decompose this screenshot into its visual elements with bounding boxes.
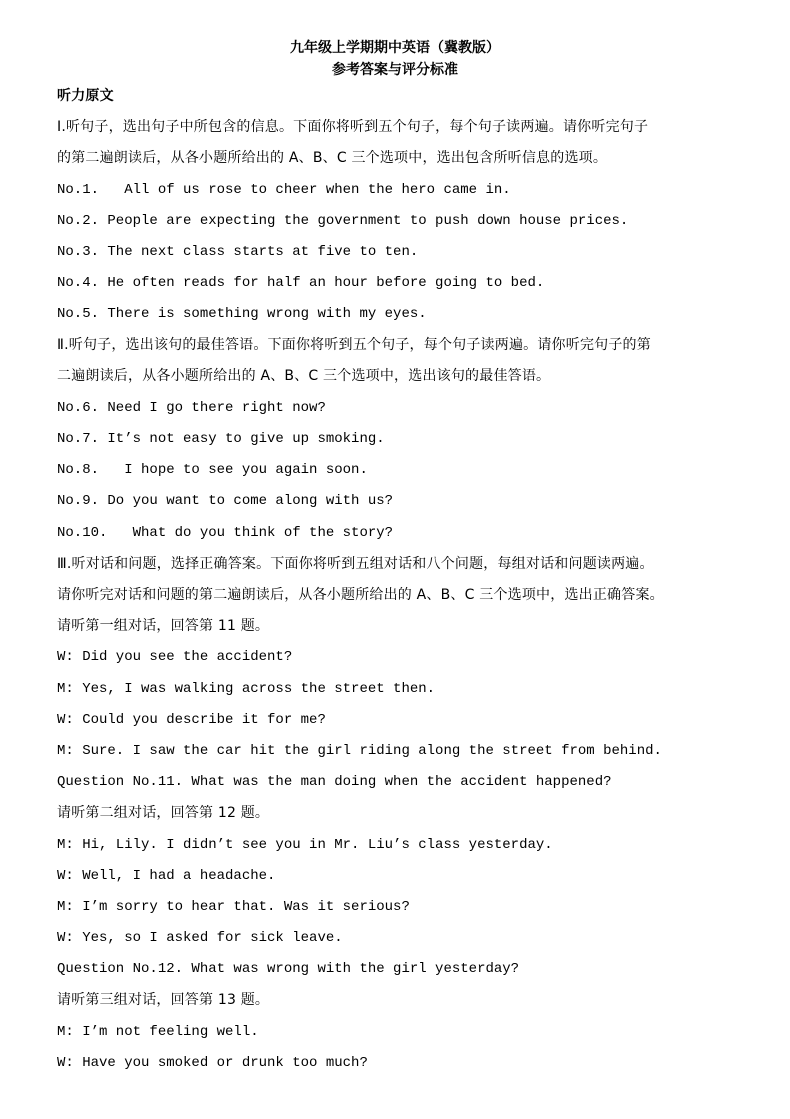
listening-item-4: No.4. He often reads for half an hour before going to bed.	[57, 275, 545, 291]
section-heading: 听力原文	[57, 88, 114, 104]
dialogue-line: W: Yes, so I asked for sick leave.	[57, 930, 343, 946]
dialogue-line: M: I’m not feeling well.	[57, 1024, 259, 1040]
dialogue-line: W: Did you see the accident?	[57, 649, 293, 665]
dialogue-line: M: Sure. I saw the car hit the girl riding along the street from behind.	[57, 743, 662, 759]
listening-item-6: No.6. Need I go there right now?	[57, 400, 326, 416]
question-line-11: Question No.11. What was the man doing when the accident happened?	[57, 774, 612, 790]
dialogue-line: M: Yes, I was walking across the street then.	[57, 681, 436, 697]
part1-instruction-line1: Ⅰ.听句子，选出句子中所包含的信息。下面你将听到五个句子，每个句子读两遍。请你听完句子	[57, 119, 649, 135]
listening-item-7: No.7. It’s not easy to give up smoking.	[57, 431, 385, 447]
group3-intro: 请听第三组对话，回答第 13 题。	[57, 992, 270, 1008]
dialogue-line: W: Could you describe it for me?	[57, 712, 326, 728]
document-subtitle: 参考答案与评分标准	[332, 62, 458, 78]
group2-intro: 请听第二组对话，回答第 12 题。	[57, 805, 270, 821]
listening-item-1: No.1. All of us rose to cheer when the hero came in.	[57, 182, 511, 198]
part3-instruction-line1: Ⅲ.听对话和问题，选择正确答案。下面你将听到五组对话和八个问题，每组对话和问题读两遍。	[57, 556, 654, 572]
group1-intro: 请听第一组对话，回答第 11 题。	[57, 618, 270, 634]
listening-item-3: No.3. The next class starts at five to ten.	[57, 244, 419, 260]
listening-item-5: No.5. There is something wrong with my eyes.	[57, 306, 427, 322]
listening-item-2: No.2. People are expecting the government to push down house prices.	[57, 213, 629, 229]
document-title: 九年级上学期期中英语（冀教版）	[290, 40, 500, 56]
dialogue-line: M: I’m sorry to hear that. Was it serious?	[57, 899, 410, 915]
listening-item-9: No.9. Do you want to come along with us?	[57, 493, 394, 509]
dialogue-line: W: Well, I had a headache.	[57, 868, 276, 884]
part1-instruction-line2: 的第二遍朗读后，从各小题所给出的 A、B、C 三个选项中，选出包含所听信息的选项。	[57, 150, 608, 166]
part2-instruction-line2: 二遍朗读后，从各小题所给出的 A、B、C 三个选项中，选出该句的最佳答语。	[57, 368, 551, 384]
listening-item-8: No.8. I hope to see you again soon.	[57, 462, 368, 478]
listening-item-10: No.10. What do you think of the story?	[57, 525, 394, 541]
dialogue-line: M: Hi, Lily. I didn’t see you in Mr. Liu’s class yesterday.	[57, 837, 553, 853]
dialogue-line: W: Have you smoked or drunk too much?	[57, 1055, 368, 1071]
question-line-12: Question No.12. What was wrong with the girl yesterday?	[57, 961, 520, 977]
part2-instruction-line1: Ⅱ.听句子，选出该句的最佳答语。下面你将听到五个句子，每个句子读两遍。请你听完句子的第	[57, 337, 651, 353]
part3-instruction-line2: 请你听完对话和问题的第二遍朗读后，从各小题所给出的 A、B、C 三个选项中，选出正确答案。	[57, 587, 664, 603]
